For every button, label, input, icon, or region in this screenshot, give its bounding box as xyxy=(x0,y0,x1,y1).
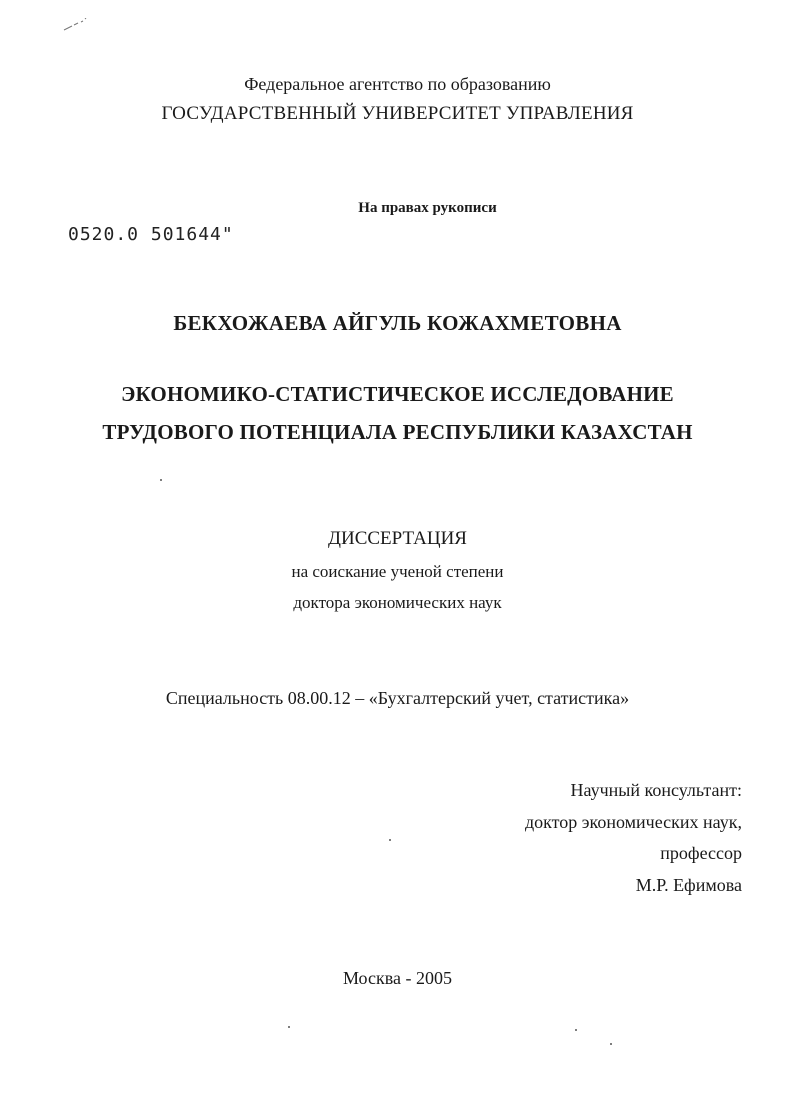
dissertation-title-line-2: ТРУДОВОГО ПОТЕНЦИАЛА РЕСПУБЛИКИ КАЗАХСТАН xyxy=(102,420,693,444)
scan-speck xyxy=(389,839,391,841)
agency-name: Федеральное агентство по образованию xyxy=(244,74,551,94)
scan-mark-icon xyxy=(62,18,88,32)
dissertation-title-line-1: ЭКОНОМИКО-СТАТИСТИЧЕСКОЕ ИССЛЕДОВАНИЕ xyxy=(121,382,674,406)
scan-speck xyxy=(575,1029,577,1031)
university-name: ГОСУДАРСТВЕННЫЙ УНИВЕРСИТЕТ УПРАВЛЕНИЯ xyxy=(161,103,634,124)
scan-speck xyxy=(160,479,162,481)
manuscript-note: На правах рукописи xyxy=(358,200,497,216)
city-year: Москва - 2005 xyxy=(343,968,452,988)
advisor-rank: профессор xyxy=(660,843,742,863)
advisor-name: М.Р. Ефимова xyxy=(635,875,742,895)
document-type: ДИССЕРТАЦИЯ xyxy=(328,528,467,549)
scan-speck xyxy=(288,1026,290,1028)
advisor-degree: доктор экономических наук, xyxy=(525,812,742,832)
degree-line-1: на соискание ученой степени xyxy=(291,562,504,581)
degree-line-2: доктора экономических наук xyxy=(293,593,502,612)
advisor-role: Научный консультант: xyxy=(570,780,742,800)
catalog-code-stamp: 0520.0 501644" xyxy=(68,224,234,245)
author-name: БЕКХОЖАЕВА АЙГУЛЬ КОЖАХМЕТОВНА xyxy=(173,311,622,335)
specialty: Специальность 08.00.12 – «Бухгалтерский учет, статистика» xyxy=(165,688,630,708)
scan-speck xyxy=(610,1043,612,1045)
